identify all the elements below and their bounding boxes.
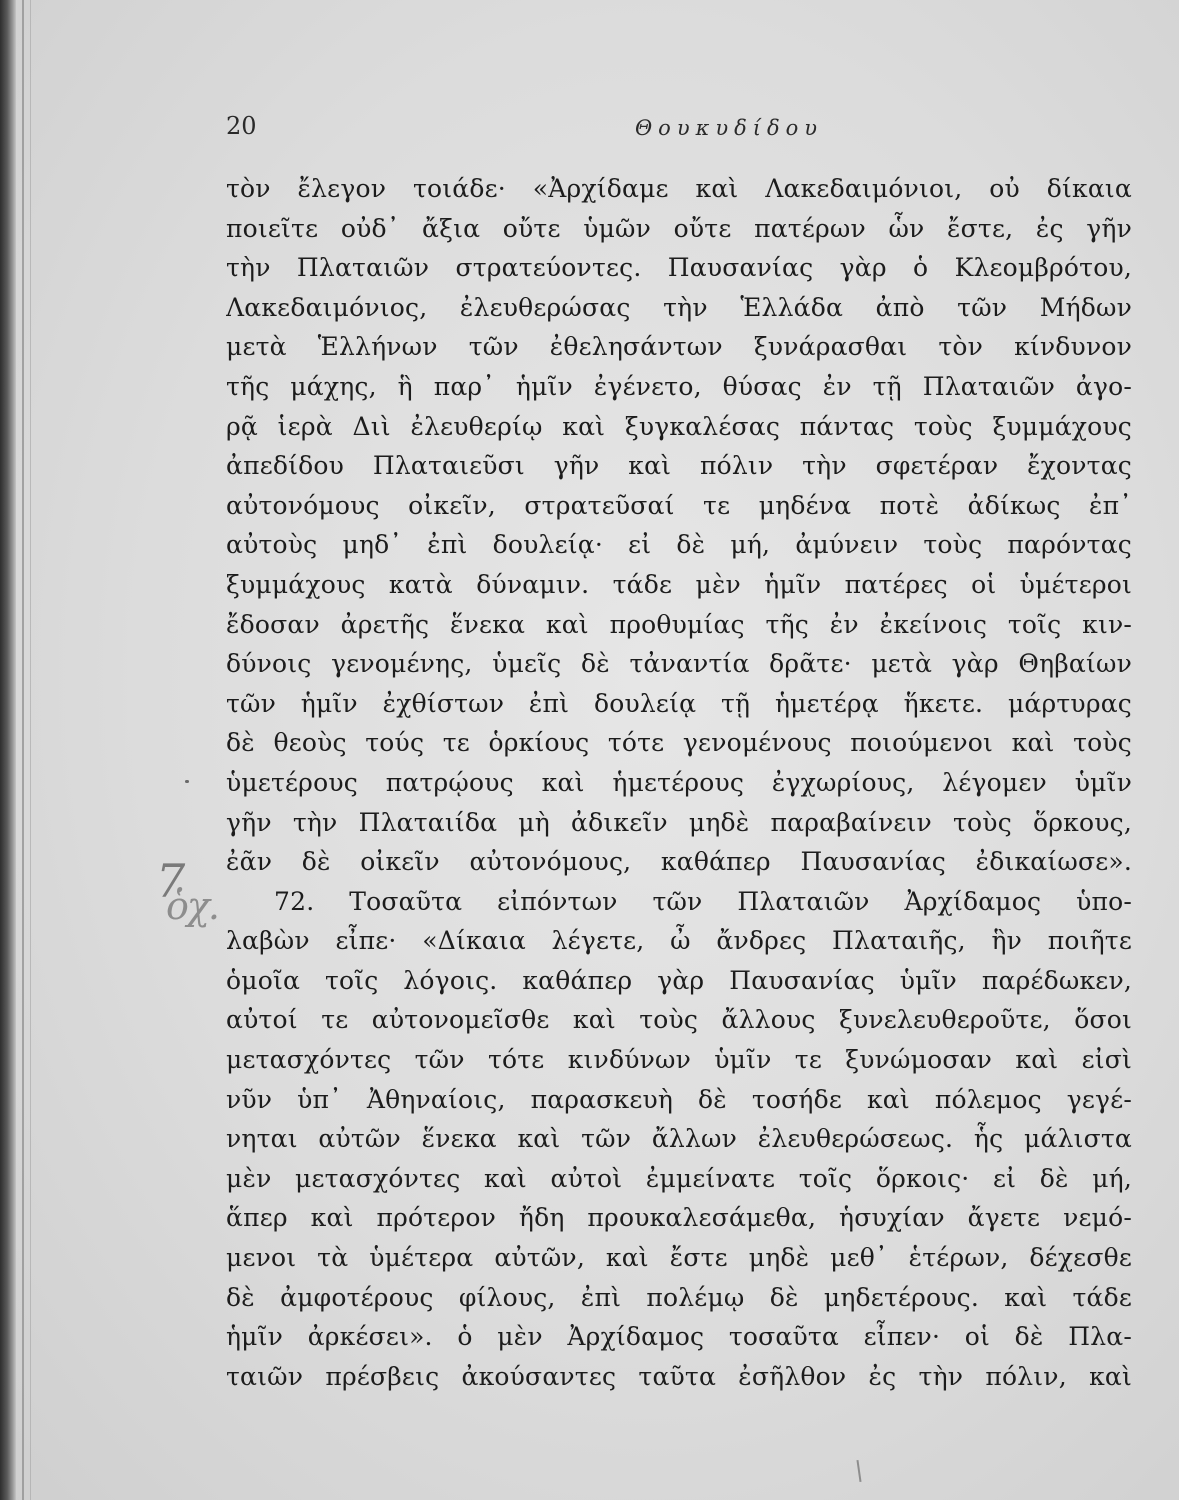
running-title: Θουκυδίδου (634, 116, 824, 140)
body-text (226, 169, 1132, 1396)
text-line-section-start: 72. Τοσαῦτα εἰπόντων τῶν Πλαταιῶν Ἀρχίδαμος ὑπο- (274, 886, 1132, 916)
text-line: ποιεῖτε οὐδ᾽ ἄξια οὔτε ὑμῶν οὔτε πατέρων ὧν ἔστε, ἐς γῆν (226, 213, 1132, 243)
text-line: αὐτονόμους οἰκεῖν, στρατεῦσαί τε μηδένα ποτὲ ἀδίκως ἐπ᾽ (226, 490, 1132, 520)
text-line: τῆς μάχης, ἣ παρ᾽ ἡμῖν ἐγένετο, θύσας ἐν τῇ Πλαταιῶν ἀγο- (226, 371, 1132, 401)
text-line: ξυμμάχους κατὰ δύναμιν. τάδε μὲν ἡμῖν πατέρες οἱ ὑμέτεροι (226, 569, 1132, 599)
page-edge-line (22, 0, 24, 1500)
handwritten-margin-note (156, 854, 226, 948)
text-line: ἔδοσαν ἀρετῆς ἕνεκα καὶ προθυμίας τῆς ἐν ἐκείνοις τοῖς κιν- (226, 609, 1132, 639)
text-line: τῶν ἡμῖν ἐχθίστων ἐπὶ δουλείᾳ τῇ ἡμετέρᾳ ἥκετε. μάρτυρας (226, 688, 1132, 718)
text-line: ἅπερ καὶ πρότερον ἤδη προυκαλεσάμεθα, ἡσυχίαν ἄγετε νεμό- (226, 1203, 1132, 1233)
page-edge-line-inner (30, 0, 31, 1500)
text-line: νῦν ὑπ᾽ Ἀθηναίοις, παρασκευὴ δὲ τοσήδε καὶ πόλεμος γεγέ- (226, 1084, 1132, 1114)
page-header (226, 112, 1132, 152)
text-line: λαβὼν εἶπε· «Δίκαια λέγετε, ὦ ἄνδρες Πλαταιῆς, ἣν ποιῆτε (226, 926, 1132, 956)
text-line: νηται αὐτῶν ἕνεκα καὶ τῶν ἄλλων ἐλευθερώσεως. ἧς μάλιστα (226, 1124, 1132, 1154)
text-line: ἡμῖν ἀρκέσει». ὁ μὲν Ἀρχίδαμος τοσαῦτα εἶπεν· οἱ δὲ Πλα- (226, 1322, 1132, 1352)
book-binding-edge (0, 0, 16, 1500)
text-line: δὲ ἀμφοτέρους φίλους, ἐπὶ πολέμῳ δὲ μηδετέρους. καὶ τάδε (226, 1282, 1132, 1312)
text-line: ὑμετέρους πατρῴους καὶ ἡμετέρους ἐγχωρίους, λέγομεν ὑμῖν (226, 767, 1132, 797)
text-line: αὐτοί τε αὐτονομεῖσθε καὶ τοὺς ἄλλους ξυνελευθεροῦτε, ὅσοι (226, 1005, 1132, 1035)
text-line: τὸν ἔλεγον τοιάδε· «Ἀρχίδαμε καὶ Λακεδαιμόνιοι, οὐ δίκαια (226, 174, 1132, 203)
text-line: τὴν Πλαταιῶν στρατεύοντες. Παυσανίας γὰρ ὁ Κλεομβρότου, (226, 253, 1132, 283)
text-line: ταιῶν πρέσβεις ἀκούσαντες ταῦτα ἐσῆλθον ἐς τὴν πόλιν, καὶ (226, 1361, 1132, 1391)
text-line: Λακεδαιμόνιος, ἐλευθερώσας τὴν Ἑλλάδα ἀπὸ τῶν Μήδων (226, 292, 1132, 322)
margin-dot-mark (185, 780, 189, 783)
text-line: ἐᾶν δὲ οἰκεῖν αὐτονόμους, καθάπερ Παυσανίας ἐδικαίωσε». (226, 847, 1132, 877)
text-line: μετὰ Ἑλλήνων τῶν ἐθελησάντων ξυνάρασθαι τὸν κίνδυνον (226, 332, 1132, 362)
text-line: μενοι τὰ ὑμέτερα αὐτῶν, καὶ ἔστε μηδὲ μεθ᾽ ἑτέρων, δέχεσθε (226, 1243, 1132, 1273)
text-line: γῆν τὴν Πλαταιίδα μὴ ἀδικεῖν μηδὲ παραβαίνειν τοὺς ὅρκους, (226, 807, 1132, 837)
page-tick-mark (856, 1460, 861, 1482)
text-line: ρᾷ ἱερὰ Διὶ ἐλευθερίῳ καὶ ξυγκαλέσας πάντας τοὺς ξυμμάχους (226, 411, 1132, 441)
text-line: ὁμοῖα τοῖς λόγοις. καθάπερ γὰρ Παυσανίας ὑμῖν παρέδωκεν, (226, 965, 1132, 995)
text-line: ἀπεδίδου Πλαταιεῦσι γῆν καὶ πόλιν τὴν σφετέραν ἔχοντας (226, 451, 1132, 481)
text-line: αὐτοὺς μηδ᾽ ἐπὶ δουλείᾳ· εἰ δὲ μή, ἀμύνειν τοὺς παρόντας (226, 530, 1132, 560)
text-line: μετασχόντες τῶν τότε κινδύνων ὑμῖν τε ξυνώμοσαν καὶ εἰσὶ (226, 1045, 1132, 1075)
text-line: δύνοις γενομένης, ὑμεῖς δὲ τἀναντία δρᾶτε· μετὰ γὰρ Θηβαίων (226, 649, 1132, 679)
margin-note-line-1: 7 (156, 854, 186, 908)
text-line: μὲν μετασχόντες καὶ αὐτοὶ ἐμμείνατε τοῖς ὅρκοις· εἰ δὲ μή, (226, 1163, 1132, 1193)
text-line: δὲ θεοὺς τούς τε ὁρκίους τότε γενομένους ποιούμενοι καὶ τοὺς (226, 728, 1132, 758)
margin-note-line-2: ὁχ. (166, 884, 218, 928)
page-number: 20 (226, 112, 257, 140)
